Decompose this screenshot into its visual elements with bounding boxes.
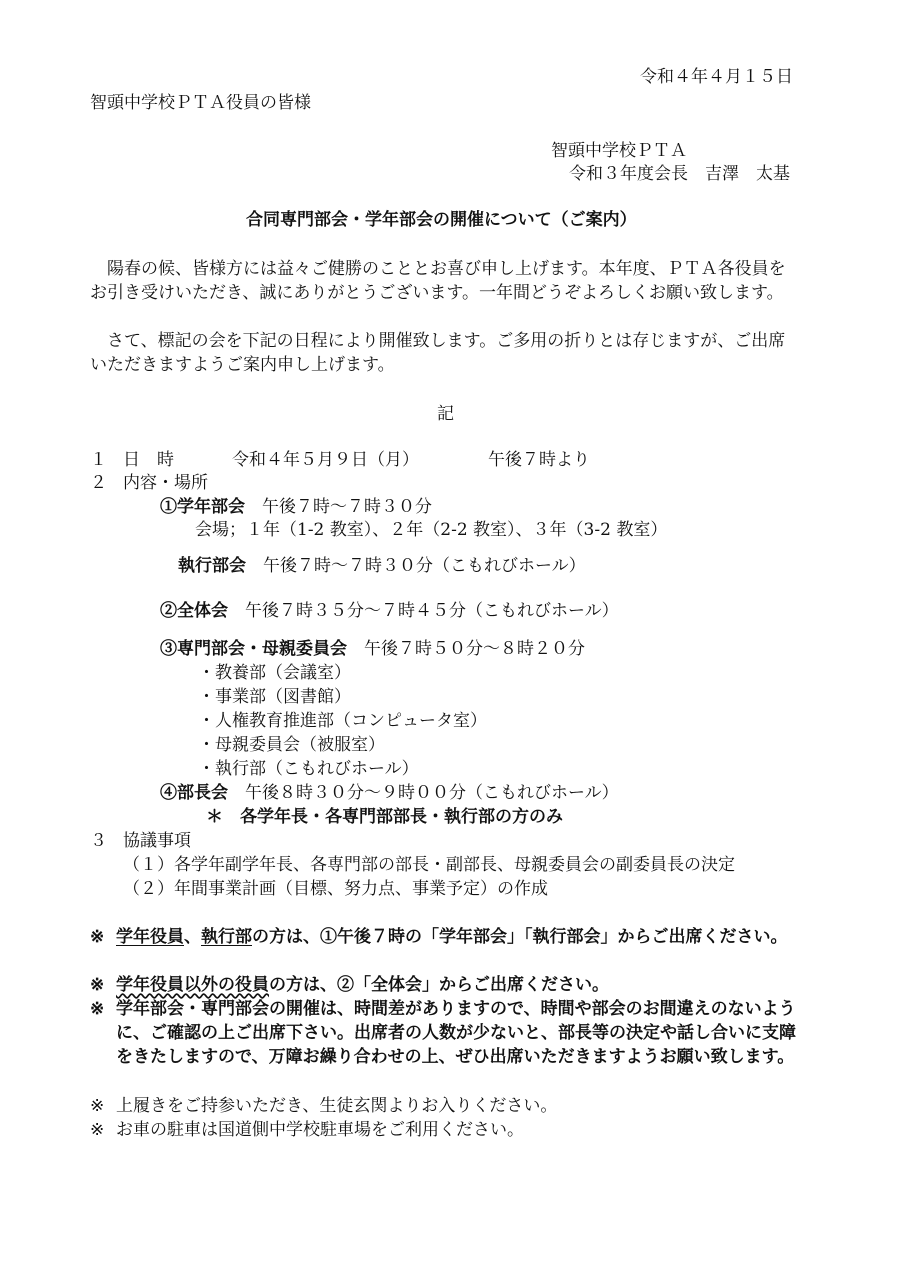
shikko-bukai-line	[178, 555, 586, 577]
note-parking	[90, 1118, 806, 1142]
note-text: の方は、①午後７時の「学年部会」「執行部会」からご出席ください。	[252, 927, 788, 947]
senmon-bukai-time: 午後７時５０分～８時２０分	[364, 639, 585, 659]
note-text: お車の駐車は国道側中学校駐車場をご利用ください。	[116, 1120, 524, 1140]
recipient: 智頭中学校ＰＴＡ役員の皆様	[90, 93, 311, 113]
section1-number: １	[90, 450, 107, 470]
gakunen-bukai-time: 午後７時～７時３０分	[262, 497, 432, 517]
shikko-bukai-name: 執行部会	[178, 556, 246, 576]
intro-paragraph-2: さて、標記の会を下記の日程により開催致します。ご多用の折りとは存じますが、ご出席いただきますようご案内申し上げます。	[90, 331, 786, 375]
sender-name: 令和３年度会長 吉澤 太基	[569, 164, 790, 184]
gakunen-bukai-name: ①学年部会	[160, 497, 245, 517]
section2-label: 内容・場所	[123, 473, 208, 493]
bu-list-item: ・人権教育推進部（コンピュータ室）	[198, 711, 487, 731]
zentaikai-time: 午後７時３５分～７時４５分（こもれびホール）	[245, 601, 619, 621]
bu-list-item: ・執行部（こもれびホール）	[198, 759, 419, 779]
meeting-date: 令和４年５月９日（月）	[232, 450, 419, 470]
intro-paragraph-1: 陽春の候、皆様方には益々ご健勝のこととお喜び申し上げます。本年度、ＰＴＡ各役員をお引き受けいただき、誠にありがとうございます。一年間どうぞよろしくお願い致します。	[90, 259, 786, 303]
sender-organization: 智頭中学校ＰＴＡ	[551, 141, 687, 161]
buchoukai-name: ④部長会	[160, 783, 228, 803]
note-text: 、	[184, 927, 201, 947]
note-underlined-text: 執行部	[201, 927, 252, 947]
note-text: 学年部会・専門部会の開催は、時間差がありますので、時間や部会のお間違えのないように、ご確認の上ご出席下さい。出席者の人数が少ないと、部長等の決定や話し合いに支障をきたしますので、万障お繰り合わせの上、ぜひ出席いただきますようお願い致します。	[116, 999, 796, 1067]
agenda-item: （２）年間事業計画（目標、努力点、事業予定）の作成	[123, 879, 548, 899]
buchoukai-note: ＊ 各学年長・各専門部部長・執行部の方のみ	[206, 807, 563, 827]
section2-number: ２	[90, 473, 107, 493]
buchoukai-line	[160, 782, 619, 804]
issue-date: 令和４年４月１５日	[640, 67, 793, 87]
section3-number: ３	[90, 831, 107, 851]
note-text: の方は、②「全体会」からご出席ください。	[269, 975, 609, 995]
meeting-time: 午後７時より	[488, 450, 590, 470]
zentaikai-line	[160, 600, 619, 622]
ki-heading: 記	[437, 404, 454, 424]
buchoukai-time: 午後８時３０分～９時００分（こもれびホール）	[245, 783, 619, 803]
bu-list-item: ・教養部（会議室）	[198, 663, 351, 683]
note-mark: ※	[90, 927, 105, 947]
section3-label: 協議事項	[123, 831, 191, 851]
note-time-difference	[90, 997, 806, 1069]
senmon-bukai-name: ③専門部会・母親委員会	[160, 639, 347, 659]
note-mark: ※	[90, 1096, 105, 1116]
note-uwabaki	[90, 1094, 806, 1118]
agenda-item: （１）各学年副学年長、各専門部の部長・副部長、母親委員会の副委員長の決定	[123, 855, 735, 875]
note-mark: ※	[90, 999, 105, 1019]
zentaikai-name: ②全体会	[160, 601, 228, 621]
note-gakunen-yakuin	[90, 925, 806, 949]
bu-list-item: ・母親委員会（被服室）	[198, 735, 385, 755]
note-mark: ※	[90, 975, 105, 995]
shikko-bukai-time: 午後７時～７時３０分（こもれびホール）	[263, 556, 586, 576]
note-text: 上履きをご持参いただき、生徒玄関よりお入りください。	[116, 1096, 558, 1116]
note-other-yakuin	[90, 973, 806, 997]
note-underlined-text: 学年役員	[116, 927, 184, 947]
senmon-bukai-line	[160, 638, 585, 660]
document-title: 合同専門部会・学年部会の開催について（ご案内）	[246, 210, 637, 230]
section1-label: 日 時	[123, 450, 174, 470]
classroom-venues: 会場；１年（1-2 教室）、２年（2-2 教室）、３年（3-2 教室）	[195, 520, 668, 540]
gakunen-bukai-line	[160, 496, 432, 518]
note-mark: ※	[90, 1120, 105, 1140]
note-underlined-text: 学年役員以外の役員	[116, 975, 269, 995]
bu-list-item: ・事業部（図書館）	[198, 687, 351, 707]
